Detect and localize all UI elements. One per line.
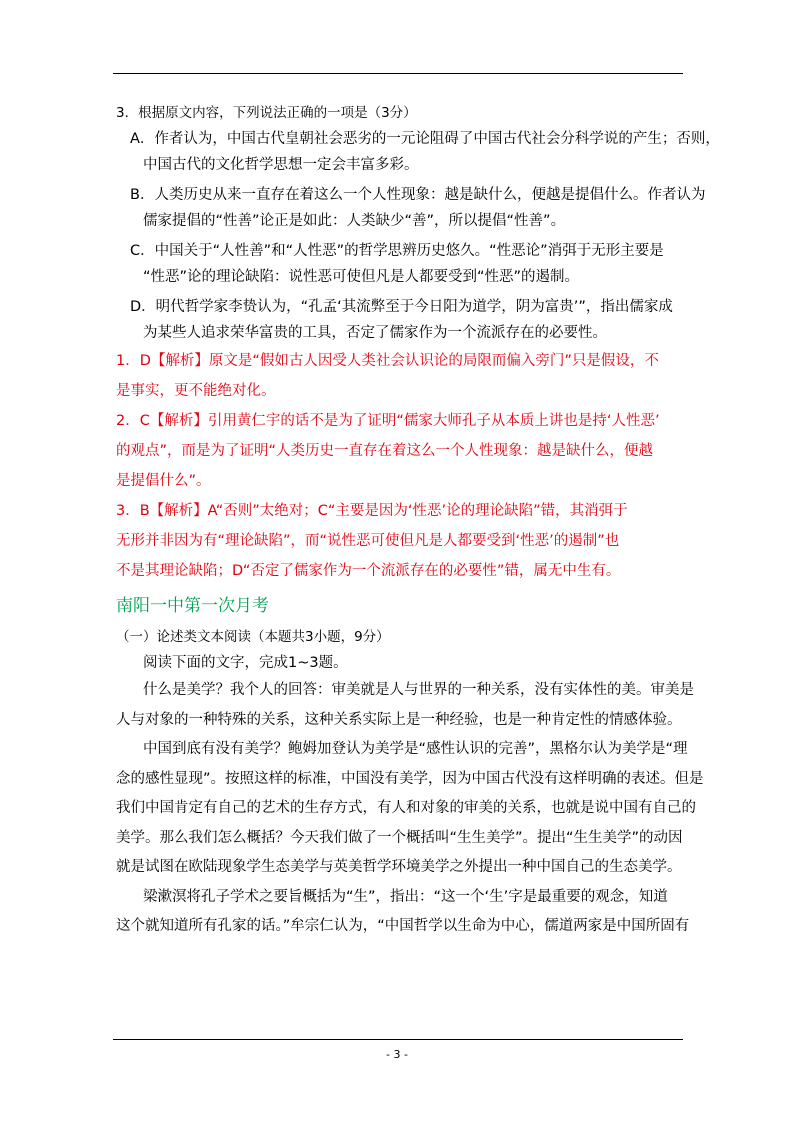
option-a-line-1: A．作者认为，中国古代皇朝社会恶劣的一元论阻碍了中国古代社会分科学说的产生；否则， bbox=[130, 131, 720, 147]
option-c-line-1: C．中国关于“人性善”和“人性恶”的哲学思辨历史悠久。“性恶论”消弭于无形主要是 bbox=[130, 243, 664, 259]
passage-line-7: 就是试图在欧陆现象学生态美学与英美哲学环境美学之外提出一种中国自己的生态美学。 bbox=[116, 859, 682, 875]
subsection-heading: （一）论述类文本阅读（本题共3小题，9分） bbox=[116, 629, 390, 645]
page-content bbox=[116, 100, 720, 942]
answer-3-line-1: 3．B【解析】A“否则”太绝对；C“主要是因为‘性恶’论的理论缺陷”错，其消弭于 bbox=[116, 503, 628, 519]
answer-3-line-3: 不是其理论缺陷；D“否定了儒家作为一个流派存在的必要性”错，属无中生有。 bbox=[116, 563, 621, 579]
answer-2-line-2: 的观点”，而是为了证明“人类历史一直存在着这么一个人性现象：越是缺什么，便越 bbox=[116, 443, 654, 459]
option-b-line-2: 儒家提倡的“性善”论正是如此：人类缺少“善”，所以提倡“性善”。 bbox=[143, 213, 566, 229]
option-d-line-2: 为某些人追求荣华富贵的工具，否定了儒家作为一个流派存在的必要性。 bbox=[143, 325, 607, 341]
passage-line-2: 人与对象的一种特殊的关系，这种关系实际上是一种经验，也是一种肯定性的情感体验。 bbox=[116, 711, 682, 728]
answer-1-line-1: 1．D【解析】原文是“假如古人因受人类社会认识论的局限而偏入旁门”只是假设，不 bbox=[116, 353, 659, 369]
answer-1-line-2: 是事实，更不能绝对化。 bbox=[116, 383, 276, 399]
passage-line-8: 梁漱溟将孔子学术之要旨概括为“生”，指出：“这一个‘生’字是最重要的观念，知道 bbox=[143, 888, 668, 905]
passage-line-3: 中国到底有没有美学？鲍姆加登认为美学是“感性认识的完善”，黑格尔认为美学是“理 bbox=[143, 741, 688, 757]
option-d-line-1: D．明代哲学家李贽认为，“孔孟‘其流弊至于今日阳为道学，阴为富贵’”，指出儒家成 bbox=[130, 299, 673, 315]
passage-line-4: 念的感性显现”。按照这样的标准，中国没有美学，因为中国古代没有这样明确的表述。但是 bbox=[116, 770, 704, 787]
header-rule bbox=[113, 73, 683, 74]
page-number: - 3 - bbox=[386, 1048, 408, 1061]
passage-line-1: 什么是美学？我个人的回答：审美就是人与世界的一种关系，没有实体性的美。审美是 bbox=[143, 682, 694, 698]
answer-2-line-3: 是提倡什么”。 bbox=[116, 473, 211, 489]
option-b-line-1: B．人类历史从来一直存在着这么一个人性现象：越是缺什么，便越是提倡什么。作者认为 bbox=[130, 187, 706, 203]
footer-rule bbox=[113, 1039, 683, 1040]
passage-line-6: 美学。那么我们怎么概括？今天我们做了一个概括叫“生生美学”。提出“生生美学”的动因 bbox=[116, 829, 683, 846]
passage-line-5: 我们中国肯定有自己的艺术的生存方式，有人和对象的审美的关系，也就是说中国有自己的 bbox=[116, 800, 696, 816]
option-c-line-2: “性恶”论的理论缺陷：说性恶可使但凡是人都要受到“性恶”的遏制。 bbox=[143, 269, 580, 285]
answer-2-line-1: 2．C【解析】引用黄仁宇的话不是为了证明“儒家大师孔子从本质上讲也是持‘人性恶’ bbox=[116, 413, 660, 429]
reading-instruction: 阅读下面的文字，完成1~3题。 bbox=[143, 655, 348, 671]
option-a-line-2: 中国古代的文化哲学思想一定会丰富多彩。 bbox=[143, 157, 419, 173]
question-stem: 3．根据原文内容，下列说法正确的一项是（3分） bbox=[116, 105, 417, 121]
answer-3-line-2: 无形并非因为有“理论缺陷”，而“说性恶可使但凡是人都要受到‘性恶’的遏制”也 bbox=[116, 533, 620, 549]
passage-line-9: 这个就知道所有孔家的话。”牟宗仁认为，“中国哲学以生命为中心，儒道两家是中国所固有 bbox=[116, 918, 690, 934]
section-title: 南阳一中第一次月考 bbox=[116, 596, 269, 616]
